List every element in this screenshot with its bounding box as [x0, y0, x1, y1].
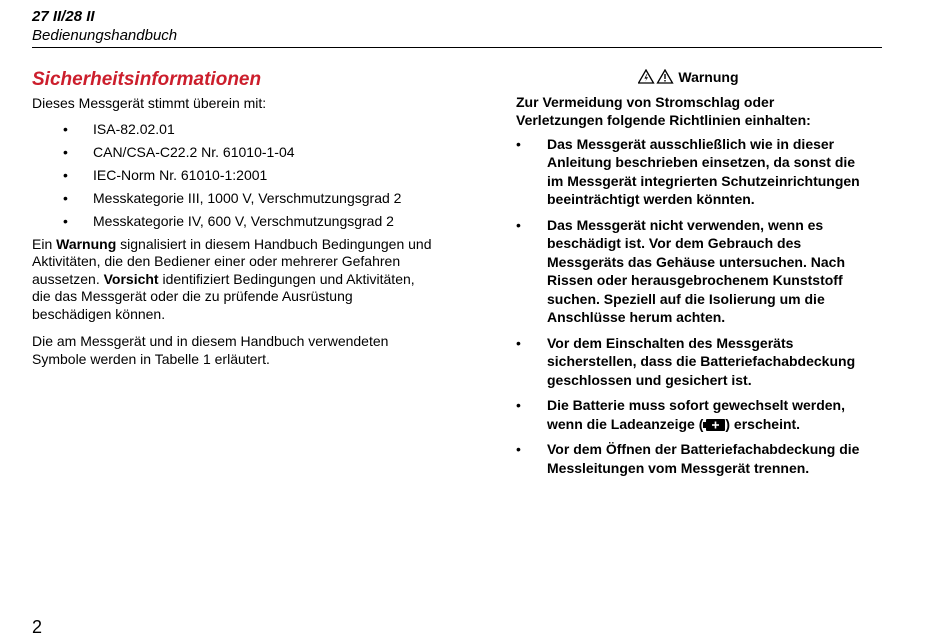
symbols-paragraph: Die am Messgerät und in diesem Handbuch verwendeten Symbole werden in Tabelle 1 erläutert.	[32, 333, 389, 367]
list-item	[516, 334, 861, 390]
warning-list	[516, 135, 861, 478]
warning-icons	[638, 69, 674, 84]
intro-text: Dieses Messgerät stimmt überein mit:	[32, 95, 267, 111]
left-column	[32, 68, 432, 368]
list-item-text: Vor dem Öffnen der Batteriefachabdeckung die Messleitungen vom Messgerät trennen.	[547, 441, 860, 476]
list-item-text: Vor dem Einschalten des Messgeräts sicherstellen, dass die Batteriefachabdeckung geschlossen und gesichert ist.	[547, 334, 856, 388]
list-item-text: ISA-82.02.01	[93, 120, 175, 137]
warning-caution-paragraph	[32, 236, 432, 324]
list-item-text: Messkategorie IV, 600 V, Verschmutzungsgrad 2	[93, 212, 394, 229]
bullet: •	[516, 135, 521, 152]
para-text: signalisiert in diesem Handbuch Bedingungen und Aktivitäten, die den Bediener einer oder mehrerer Gefahren aussetzen.	[32, 235, 432, 287]
list-item-text: Das Messgerät nicht verwenden, wenn es beschädigt ist. Vor dem Gebrauch des Messgeräts das Gehäuse untersuchen. Nach Rissen oder herausgebrochenem Kunststoff suchen. Speziell auf die Isolierung um die Anschlüsse herum achten.	[547, 216, 845, 325]
bullet: •	[63, 120, 68, 137]
bullet: •	[516, 397, 521, 413]
list-item-text: Messkategorie III, 1000 V, Verschmutzungsgrad 2	[93, 189, 402, 206]
warning-heading	[516, 68, 861, 87]
bullet: •	[516, 216, 521, 233]
list-item-text: Die Batterie muss sofort gewechselt werden, wenn die Ladeanzeige (	[547, 397, 845, 432]
bullet: •	[63, 189, 68, 206]
list-item-text: CAN/CSA-C22.2 Nr. 61010-1-04	[93, 143, 295, 160]
list-item	[516, 440, 861, 477]
battery-icon	[703, 418, 725, 432]
list-item	[516, 216, 861, 327]
bullet: •	[63, 143, 68, 160]
warning-intro: Zur Vermeidung von Stromschlag oder Verletzungen folgende Richtlinien einhalten:	[516, 93, 811, 128]
list-item	[32, 144, 432, 162]
bullet: •	[63, 212, 68, 229]
header-rule	[32, 47, 882, 48]
list-item	[516, 396, 861, 433]
bullet: •	[516, 334, 521, 351]
standards-list	[32, 121, 432, 231]
list-item	[32, 167, 432, 185]
header-subtitle: Bedienungshandbuch	[32, 27, 178, 44]
bullet: •	[63, 166, 68, 183]
list-item	[32, 190, 432, 208]
warning-term: Warnung	[56, 235, 117, 252]
bullet: •	[516, 441, 521, 457]
list-item-text: ) erscheint.	[725, 415, 801, 432]
list-item	[32, 121, 432, 139]
section-title: Sicherheitsinformationen	[32, 69, 262, 90]
shock-hazard-icon	[639, 70, 654, 83]
para-text: Ein	[32, 235, 57, 252]
caution-term: Vorsicht	[103, 270, 159, 287]
page-number: 2	[32, 617, 43, 637]
list-item	[32, 213, 432, 231]
caution-triangle-icon	[658, 70, 673, 83]
list-item	[516, 135, 861, 209]
warning-title: Warnung	[678, 69, 739, 85]
para-text: identifiziert Bedingungen und Aktivitäten, die das Messgerät oder die zu prüfende Ausrüstung beschädigen können.	[32, 270, 415, 322]
list-item-text: Das Messgerät ausschließlich wie in dieser Anleitung beschrieben einsetzen, da sonst die im Messgerät integrierten Schutzeinrichtungen beeinträchtigt werden könnten.	[547, 135, 860, 207]
warning-box	[516, 68, 861, 484]
header-title: 27 II/28 II	[32, 8, 95, 25]
list-item-text: IEC-Norm Nr. 61010-1:2001	[93, 166, 268, 183]
